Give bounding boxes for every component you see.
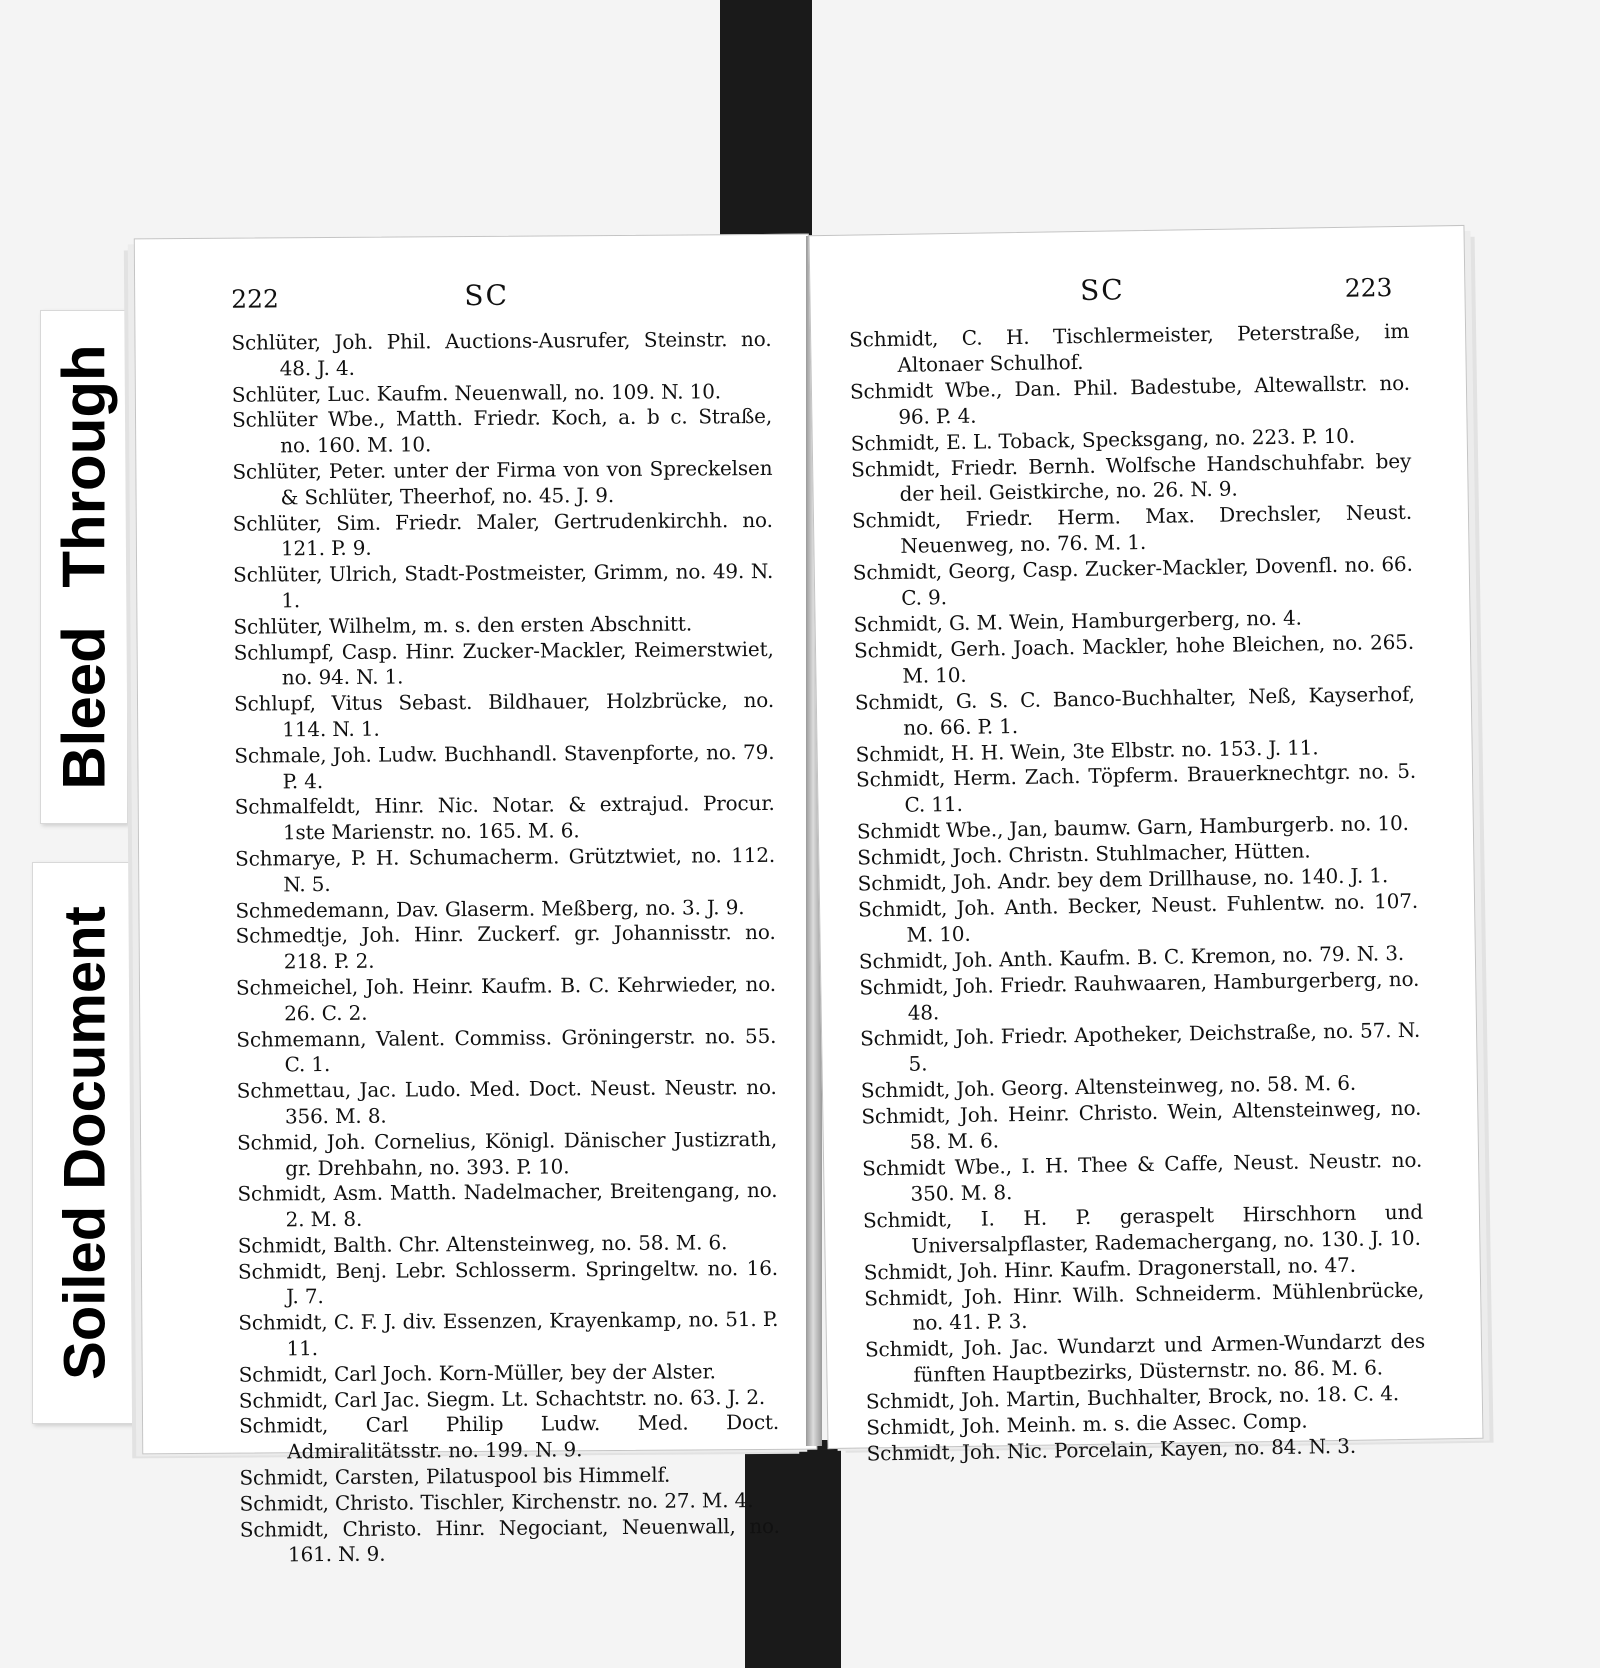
directory-entry: Schlüter, Luc. Kaufm. Neuenwall, no. 109. N. 10. xyxy=(231,378,722,407)
directory-entry: Schmalfeldt, Hinr. Nic. Notar. & extrajud. Procur. 1ste Marienstr. no. 165. M. 6. xyxy=(234,791,775,845)
directory-entry: Schmidt, Joh. Jac. Wundarzt und Armen-Wundarzt des fünften Hauptbezirks, Düsternstr. no. 86. M. 6. xyxy=(864,1329,1426,1387)
directory-entry: Schmidt, Joh. Hinr. Wilh. Schneiderm. Mühlenbrücke, no. 41. P. 3. xyxy=(864,1277,1425,1336)
directory-entry: Schmidt, Joh. Heinr. Christo. Wein, Altensteinweg, no. 58. M. 6. xyxy=(861,1095,1422,1154)
directory-entry: Schmidt, I. H. P. geraspelt Hirschhorn und Universalpflaster, Rademachergang, no. 130. J. 10. xyxy=(862,1199,1424,1258)
directory-entry: Schmidt, H. H. Wein, 3te Elbstr. no. 153. J. 11. xyxy=(855,734,1319,767)
directory-entry: Schmidt, Christo. Tischler, Kirchenstr. no. 27. M. 4. xyxy=(239,1487,754,1516)
directory-entry: Schmemann, Valent. Commiss. Gröningerstr. no. 55. C. 1. xyxy=(236,1023,777,1077)
directory-entry: Schmale, Joh. Ludw. Buchhandl. Stavenpforte, no. 79. P. 4. xyxy=(234,739,775,793)
directory-entry: Schmidt, G. M. Wein, Hamburgerberg, no. 4. xyxy=(853,605,1302,637)
directory-entry: Schmidt Wbe., I. H. Thee & Caffe, Neust. Neustr. no. 350. M. 8. xyxy=(861,1147,1423,1206)
directory-entry: Schlüter, Ulrich, Stadt-Postmeister, Grimm, no. 49. N. 1. xyxy=(233,559,774,613)
directory-entry: Schmidt, Carl Philip Ludw. Med. Doct. Admiralitätsstr. no. 199. N. 9. xyxy=(238,1410,780,1464)
directory-entry: Schmidt, Joch. Christn. Stuhlmacher, Hütten. xyxy=(857,838,1311,870)
page-number: 222 xyxy=(231,284,280,314)
directory-entry: Schmidt, Joh. Meinh. m. s. die Assec. Comp. xyxy=(866,1408,1308,1440)
directory-entry: Schmidt, Carsten, Pilatuspool bis Himmelf. xyxy=(239,1462,671,1490)
directory-entry: Schmidt, Friedr. Bernh. Wolfsche Handschuhfabr. bey der heil. Geistkirche, no. 26. N. 9. xyxy=(850,448,1412,507)
directory-entry: Schmidt, Georg, Casp. Zucker-Mackler, Dovenfl. no. 66. C. 9. xyxy=(852,551,1413,610)
directory-entry: Schmidt, Joh. Nic. Porcelain, Kayen, no. 84. N. 3. xyxy=(866,1433,1357,1466)
right-entry-list xyxy=(849,319,1427,1468)
section-heading: SC xyxy=(464,278,510,313)
binding-strip-top xyxy=(720,0,812,236)
directory-entry: Schmidt, Joh. Anth. Becker, Neust. Fuhlentw. no. 107. M. 10. xyxy=(857,888,1419,947)
directory-entry: Schmeichel, Joh. Heinr. Kaufm. B. C. Kehrwieder, no. 26. C. 2. xyxy=(235,971,777,1026)
soiled-document-label xyxy=(32,862,138,1424)
directory-entry: Schmidt, Carl Jac. Siegm. Lt. Schachtstr. no. 63. J. 2. xyxy=(238,1384,766,1413)
right-page xyxy=(809,225,1484,1466)
left-entry-list xyxy=(231,327,780,1569)
left-page xyxy=(134,234,817,1567)
directory-entry: Schmidt, Balth. Chr. Altensteinweg, no. 58. M. 6. xyxy=(237,1230,728,1258)
directory-entry: Schmidt, E. L. Toback, Specksgang, no. 223. P. 10. xyxy=(850,423,1356,456)
directory-entry: Schmidt, Joh. Georg. Altensteinweg, no. 58. M. 6. xyxy=(860,1071,1357,1103)
directory-entry: Schmidt, Joh. Hinr. Kaufm. Dragonerstall, no. 47. xyxy=(863,1252,1357,1285)
directory-entry: Schlüter Wbe., Matth. Friedr. Koch, a. b c. Straße, no. 160. M. 10. xyxy=(231,404,773,458)
left-page-header xyxy=(135,277,808,322)
directory-entry: Schlüter, Peter. unter der Firma von von Spreckelsen & Schlüter, Theerhof, no. 45. J. 9. xyxy=(232,455,773,510)
directory-entry: Schmidt, Carl Joch. Korn-Müller, bey der Alster. xyxy=(238,1359,716,1387)
directory-entry: Schmidt Wbe., Dan. Phil. Badestube, Altewallstr. no. 96. P. 4. xyxy=(849,370,1411,429)
directory-entry: Schmidt, Joh. Friedr. Rauhwaaren, Hamburgerberg, no. 48. xyxy=(859,966,1420,1025)
bleed-through-label xyxy=(40,310,128,824)
directory-entry: Schmedtje, Joh. Hinr. Zuckerf. gr. Johannisstr. no. 218. P. 2. xyxy=(235,920,776,974)
directory-entry: Schmidt, Benj. Lebr. Schlosserm. Springeltw. no. 16. J. 7. xyxy=(237,1255,779,1309)
directory-entry: Schmidt, Herm. Zach. Töpferm. Brauerknechtgr. no. 5. C. 11. xyxy=(855,759,1417,818)
directory-entry: Schlüter, Joh. Phil. Auctions-Ausrufer, Steinstr. no. 48. J. 4. xyxy=(231,326,772,381)
right-page-header xyxy=(810,268,1465,318)
directory-entry: Schmidt, Joh. Andr. bey dem Drillhause, no. 140. J. 1. xyxy=(857,863,1389,896)
section-heading: SC xyxy=(1079,273,1125,307)
directory-entry: Schlüter, Wilhelm, m. s. den ersten Abschnitt. xyxy=(233,611,693,639)
directory-entry: Schmidt, C. F. J. div. Essenzen, Krayenkamp, no. 51. P. 11. xyxy=(238,1307,779,1361)
directory-entry: Schlüter, Sim. Friedr. Maler, Gertrudenkirchh. no. 121. P. 9. xyxy=(232,507,773,561)
directory-entry: Schmettau, Jac. Ludo. Med. Doct. Neust. Neustr. no. 356. M. 8. xyxy=(236,1075,777,1129)
directory-entry: Schmidt, Christo. Hinr. Negociant, Neuenwall, no. 161. N. 9. xyxy=(239,1513,780,1567)
directory-entry: Schmidt, Gerh. Joach. Mackler, hohe Bleichen, no. 265. M. 10. xyxy=(853,629,1415,688)
page-number: 223 xyxy=(1344,273,1393,303)
directory-entry: Schmidt, G. S. C. Banco-Buchhalter, Neß, Kayserhof, no. 66. P. 1. xyxy=(854,681,1415,740)
directory-entry: Schmidt, Asm. Matth. Nadelmacher, Breitengang, no. 2. M. 8. xyxy=(237,1178,778,1232)
directory-entry: Schmidt Wbe., Jan, baumw. Garn, Hamburgerb. no. 10. xyxy=(856,811,1409,844)
directory-entry: Schlumpf, Casp. Hinr. Zucker-Mackler, Reimerstwiet, no. 94. N. 1. xyxy=(233,636,774,690)
directory-entry: Schmidt, Joh. Friedr. Apotheker, Deichstraße, no. 57. N. 5. xyxy=(859,1018,1421,1077)
soiled-document-text: Soiled Document xyxy=(52,906,118,1380)
directory-entry: Schmidt, Joh. Martin, Buchhalter, Brock, no. 18. C. 4. xyxy=(865,1381,1400,1414)
bleed-through-text: Bleed Through xyxy=(50,344,118,790)
directory-entry: Schlupf, Vitus Sebast. Bildhauer, Holzbrücke, no. 114. N. 1. xyxy=(233,688,775,742)
directory-entry: Schmedemann, Dav. Glaserm. Meßberg, no. 3. J. 9. xyxy=(235,894,745,923)
directory-entry: Schmidt, Joh. Anth. Kaufm. B. C. Kremon, no. 79. N. 3. xyxy=(858,940,1405,974)
directory-entry: Schmarye, P. H. Schumacherm. Grütztwiet, no. 112. N. 5. xyxy=(235,842,776,897)
directory-entry: Schmidt, Friedr. Herm. Max. Drechsler, Neust. Neuenweg, no. 76. M. 1. xyxy=(851,500,1413,559)
directory-entry: Schmidt, C. H. Tischlermeister, Peterstraße, im Altonaer Schulhof. xyxy=(848,318,1410,377)
directory-entry: Schmid, Joh. Cornelius, Königl. Dänischer Justizrath, gr. Drehbahn, no. 393. P. 10. xyxy=(236,1126,778,1180)
